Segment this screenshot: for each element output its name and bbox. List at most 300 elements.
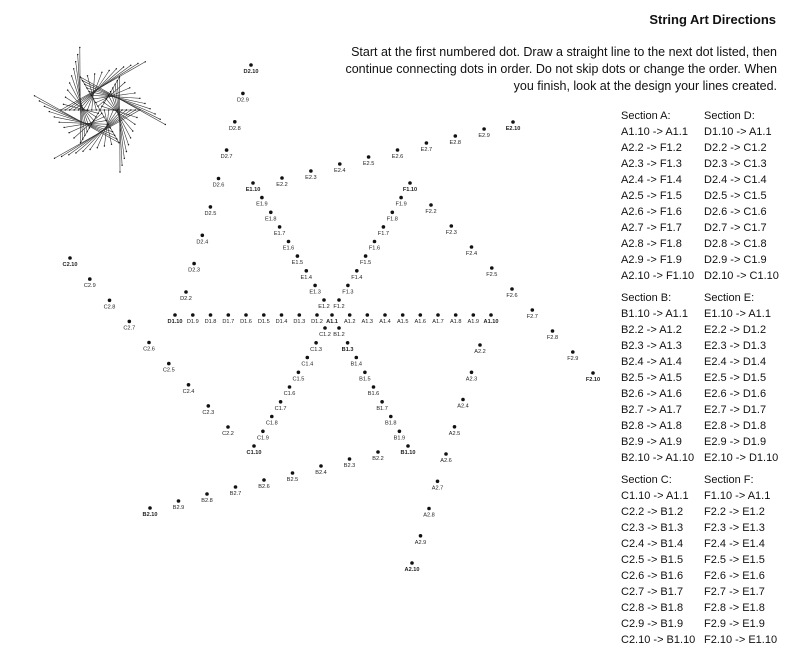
dot-label: E2.7 (420, 147, 433, 153)
preview-dot (71, 75, 72, 76)
dot-a1-6 (419, 313, 423, 317)
preview-dot (34, 95, 35, 96)
dot-label: B1.5 (359, 376, 371, 383)
dot-label: D1.10 (167, 319, 183, 325)
dot-f2-5 (490, 266, 494, 270)
dot-c1-3 (314, 341, 318, 345)
dot-label: D2.7 (220, 154, 233, 161)
preview-dot (89, 127, 90, 128)
dot-b2-5 (291, 471, 295, 475)
dot-a1-8 (454, 313, 458, 317)
preview-dot (97, 147, 98, 148)
dot-a2-6 (444, 452, 448, 456)
dot-label: A2.8 (423, 512, 435, 519)
preview-dot (82, 109, 83, 110)
dot-a1-3 (366, 313, 370, 317)
section-line: E2.5 -> D1.5 (704, 372, 767, 384)
preview-dot (139, 98, 140, 99)
dot-label: A1.6 (414, 319, 427, 325)
preview-dot (103, 116, 104, 117)
dot-label: E2.3 (305, 175, 317, 181)
preview-dot (93, 120, 94, 121)
section-line: B2.6 -> A1.6 (621, 388, 682, 400)
dot-label: F1.7 (377, 230, 390, 237)
section-title: Section C: (621, 474, 672, 486)
dot-label: A1.8 (449, 319, 462, 325)
section-line: B2.5 -> A1.5 (621, 372, 682, 384)
dot-label: C2.10 (62, 262, 78, 268)
dot-label: F1.4 (351, 274, 363, 281)
preview-dot (89, 149, 90, 150)
section-line: F2.9 -> E1.9 (704, 618, 765, 630)
dot-label: A2.6 (440, 458, 452, 464)
section-line: C2.3 -> B1.3 (621, 522, 684, 534)
preview-dot (129, 87, 130, 88)
dot-f2-10 (591, 371, 595, 375)
dot-label: B2.8 (201, 498, 213, 504)
dot-a1-5 (401, 313, 405, 317)
preview-dot (99, 109, 100, 110)
dot-b1-9 (398, 430, 402, 434)
dot-f2-9 (571, 350, 575, 354)
dot-b1-8 (389, 415, 393, 419)
dot-label: B2.10 (142, 512, 158, 518)
dot-c1-8 (270, 415, 274, 419)
preview-dot (97, 106, 98, 107)
dot-label: E1.10 (245, 187, 261, 193)
dot-a1-1 (330, 313, 334, 317)
preview-dot (80, 76, 81, 77)
dot-label: F2.7 (526, 314, 538, 320)
section-line: A2.6 -> F1.6 (621, 206, 682, 218)
preview-dot (134, 124, 135, 125)
dot-label: D1.5 (257, 319, 270, 325)
preview-dot (82, 138, 83, 139)
section-line: B2.8 -> A1.8 (621, 420, 682, 432)
dot-a1-10 (489, 313, 493, 317)
dot-d2-5 (209, 205, 213, 209)
dot-label: F2.10 (585, 377, 601, 383)
dot-c1-2 (323, 326, 327, 330)
dot-label: C1.9 (256, 435, 269, 442)
section-line: F2.2 -> E1.2 (704, 506, 765, 518)
section-line: E2.3 -> D1.3 (704, 340, 767, 352)
preview-dot (105, 120, 106, 121)
dot-c2-8 (108, 299, 112, 303)
dot-c2-6 (147, 341, 151, 345)
dot-label: A1.9 (467, 319, 480, 325)
section-line: D1.10 -> A1.1 (704, 126, 772, 138)
section-line: D2.6 -> C1.6 (704, 206, 767, 218)
section-line: A1.10 -> A1.1 (621, 126, 688, 138)
section-title: Section E: (704, 292, 755, 304)
preview-dot (137, 63, 138, 64)
dot-label: F1.5 (359, 260, 372, 267)
preview-dot (73, 137, 74, 138)
section-line: A2.8 -> F1.8 (621, 238, 682, 250)
preview-dot (103, 102, 104, 103)
preview-dot (130, 109, 131, 110)
preview-dot (101, 72, 102, 73)
preview-dot (121, 109, 122, 110)
sections-list (621, 108, 791, 648)
section-line: C2.10 -> B1.10 (621, 634, 696, 646)
section-line: E2.6 -> D1.6 (704, 388, 767, 400)
dot-a1-4 (383, 313, 387, 317)
preview-dot (118, 142, 119, 143)
dot-d1-8 (209, 313, 213, 317)
section-line: D2.4 -> C1.4 (704, 174, 767, 186)
section-line: E2.8 -> D1.8 (704, 420, 767, 432)
preview-dot (93, 98, 94, 99)
section-line: A2.3 -> F1.3 (621, 158, 682, 170)
dot-b1-5 (363, 371, 367, 375)
preview-dot (165, 124, 166, 125)
preview-dot (112, 131, 113, 132)
dot-b2-6 (262, 478, 266, 482)
dot-c2-2 (226, 425, 230, 429)
dot-d2-4 (201, 234, 205, 238)
dot-label: B1.7 (376, 405, 388, 412)
dot-a2-7 (436, 480, 440, 484)
preview-dot (44, 106, 45, 107)
preview-dot (86, 87, 87, 88)
preview-dot (124, 82, 125, 83)
dot-e1-8 (269, 211, 273, 215)
dot-label: D1.2 (311, 319, 323, 325)
dot-label: C2.6 (143, 346, 155, 353)
dot-label: B1.6 (367, 391, 380, 397)
dot-label: D2.5 (204, 210, 217, 217)
section-line: F2.5 -> E1.5 (704, 554, 765, 566)
dot-e1-10 (251, 181, 255, 185)
dot-b2-3 (348, 457, 352, 461)
dot-a2-4 (461, 398, 465, 402)
section-line: C2.7 -> B1.7 (621, 586, 684, 598)
section-d (704, 108, 787, 284)
preview-dot (145, 61, 146, 62)
section-line: C2.6 -> B1.6 (621, 570, 684, 582)
preview-dot (123, 66, 124, 67)
dot-label: B1.9 (393, 435, 406, 442)
dot-label: A2.5 (448, 430, 461, 437)
dot-label: F2.4 (465, 251, 478, 257)
preview-dot (91, 109, 92, 110)
preview-dot (73, 68, 74, 69)
preview-dot (117, 80, 118, 81)
dot-b1-4 (355, 356, 359, 360)
dot-b2-4 (319, 464, 323, 468)
section-e (704, 290, 787, 466)
section-line: C2.9 -> B1.9 (621, 618, 684, 630)
dot-d1-9 (191, 313, 195, 317)
dot-label: F2.8 (546, 335, 559, 341)
dot-label: B1.10 (400, 450, 416, 456)
dot-label: B2.6 (258, 484, 270, 490)
section-line: B2.4 -> A1.4 (621, 356, 682, 368)
section-line: A2.10 -> F1.10 (621, 270, 695, 282)
dot-label: F1.3 (342, 289, 354, 296)
preview-dot (73, 109, 74, 110)
section-line: D2.7 -> C1.7 (704, 222, 767, 234)
dot-f1-5 (364, 254, 368, 258)
preview-dot (94, 73, 95, 74)
section-line: F2.6 -> E1.6 (704, 570, 765, 582)
dot-label: B2.7 (229, 491, 242, 497)
section-line: D2.5 -> C1.5 (704, 190, 767, 202)
dot-a2-10 (410, 561, 414, 565)
dot-d2-8 (233, 120, 237, 124)
dot-label: A1.1 (326, 319, 338, 325)
dot-label: D1.4 (275, 319, 288, 325)
preview-dot (114, 135, 115, 136)
dot-label: F2.9 (567, 356, 579, 362)
dot-label: A2.10 (404, 567, 420, 573)
string-art-preview (34, 47, 166, 173)
section-title: Section D: (704, 110, 755, 122)
dot-b2-7 (234, 485, 238, 489)
preview-dot (65, 97, 66, 98)
dot-label: C2.7 (123, 325, 136, 332)
preview-dot (160, 119, 161, 120)
dot-f1-9 (399, 196, 403, 200)
section-line: C2.5 -> B1.5 (621, 554, 684, 566)
dot-c2-7 (128, 320, 132, 324)
dot-c2-3 (207, 404, 211, 408)
section-line: C2.2 -> B1.2 (621, 506, 684, 518)
dot-label: A2.7 (431, 485, 444, 492)
preview-dot (87, 109, 88, 110)
dot-label: C1.7 (274, 405, 287, 412)
dot-e2-2 (280, 176, 284, 180)
dot-grid (63, 63, 601, 573)
dot-c1-10 (252, 444, 256, 448)
dot-c1-6 (288, 385, 292, 389)
dot-f2-8 (551, 329, 555, 333)
dot-label: D1.9 (186, 319, 199, 325)
section-line: C2.4 -> B1.4 (621, 538, 684, 550)
dot-a2-9 (419, 534, 423, 538)
preview-dot (101, 106, 102, 107)
preview-dot (113, 109, 114, 110)
dot-label: D2.4 (196, 239, 209, 246)
dot-f2-2 (429, 203, 433, 207)
dot-f2-3 (450, 224, 454, 228)
section-line: E2.9 -> D1.9 (704, 436, 767, 448)
dot-c1-9 (261, 430, 265, 434)
preview-dot (75, 61, 76, 62)
preview-dot (109, 70, 110, 71)
preview-dot (110, 127, 111, 128)
preview-dot (108, 109, 109, 110)
preview-dot (132, 130, 133, 131)
preview-dot (69, 82, 70, 83)
preview-dot (82, 80, 83, 81)
preview-dot (111, 144, 112, 145)
dot-a2-5 (453, 425, 457, 429)
section-line: F2.8 -> E1.8 (704, 602, 765, 614)
preview-dot (63, 127, 64, 128)
preview-dot (135, 109, 136, 110)
section-line: B2.3 -> A1.3 (621, 340, 682, 352)
dot-e1-6 (287, 240, 291, 244)
preview-dot (95, 116, 96, 117)
dot-e2-6 (396, 148, 400, 152)
section-line: E2.10 -> D1.10 (704, 452, 779, 464)
dot-label: A1.2 (343, 319, 356, 325)
preview-dot (110, 91, 111, 92)
preview-string (120, 77, 121, 172)
preview-dot (79, 47, 80, 48)
section-line: B1.10 -> A1.1 (621, 308, 688, 320)
preview-dot (134, 92, 135, 93)
dot-d1-2 (315, 313, 319, 317)
section-title: Section A: (621, 110, 671, 122)
dot-label: F2.2 (425, 209, 437, 215)
dot-label: E1.7 (273, 230, 286, 237)
preview-dot (124, 158, 125, 159)
preview-dot (104, 145, 105, 146)
dot-d1-3 (298, 313, 302, 317)
preview-dot (116, 138, 117, 139)
dot-d2-9 (241, 92, 245, 96)
dot-label: C2.8 (103, 304, 116, 311)
section-line: E1.10 -> A1.1 (704, 308, 771, 320)
dot-c2-9 (88, 277, 92, 281)
preview-dot (114, 84, 115, 85)
preview-dot (136, 117, 137, 118)
dot-e2-5 (367, 155, 371, 159)
section-line: F2.10 -> E1.10 (704, 634, 778, 646)
dot-d1-5 (262, 313, 266, 317)
dot-label: C2.9 (83, 283, 96, 290)
dot-c1-4 (306, 356, 310, 360)
dot-f2-7 (531, 308, 535, 312)
section-line: D2.2 -> C1.2 (704, 142, 767, 154)
dot-label: F1.10 (402, 187, 418, 193)
dot-label: C1.6 (283, 391, 296, 397)
dot-label: B2.5 (286, 477, 299, 483)
dot-d1-7 (227, 313, 231, 317)
dot-d2-10 (249, 63, 253, 67)
dot-label: C1.10 (246, 450, 262, 456)
dot-label: D2.9 (236, 97, 249, 104)
dot-e1-3 (313, 284, 317, 288)
dot-label: B1.4 (350, 361, 363, 368)
section-line: A2.7 -> F1.7 (621, 222, 682, 234)
dot-f2-4 (470, 245, 474, 249)
dot-f1-10 (408, 181, 412, 185)
preview-dot (108, 124, 109, 125)
preview-dot (108, 95, 109, 96)
dot-label: E1.6 (282, 245, 295, 252)
section-line: D2.9 -> C1.9 (704, 254, 767, 266)
section-line: B2.2 -> A1.2 (621, 324, 682, 336)
dot-label: D1.7 (222, 319, 235, 325)
dot-label: C2.4 (182, 388, 195, 395)
preview-dot (54, 116, 55, 117)
preview-dot (149, 108, 150, 109)
section-title: Section B: (621, 292, 672, 304)
dot-label: C2.3 (202, 409, 215, 416)
preview-dot (121, 165, 122, 166)
dot-f2-6 (510, 287, 514, 291)
dot-e2-9 (482, 127, 486, 131)
dot-label: F1.2 (333, 304, 345, 310)
dot-a2-8 (427, 507, 431, 511)
preview-dot (54, 158, 55, 159)
dot-label: E1.4 (300, 274, 313, 281)
section-line: A2.5 -> F1.5 (621, 190, 682, 202)
dot-f1-2 (337, 298, 341, 302)
section-line: B2.9 -> A1.9 (621, 436, 682, 448)
dot-b2-9 (177, 499, 181, 503)
preview-dot (91, 124, 92, 125)
dot-label: D1.6 (240, 319, 252, 325)
dot-b2-8 (205, 492, 209, 496)
section-line: F2.3 -> E1.3 (704, 522, 765, 534)
preview-dot (154, 113, 155, 114)
dot-label: F1.8 (386, 216, 398, 223)
dot-b1-2 (337, 326, 341, 330)
dot-label: D2.3 (188, 267, 201, 274)
preview-dot (60, 109, 61, 110)
preview-dot (49, 111, 50, 112)
dot-label: C2.5 (162, 367, 175, 374)
dot-label: E1.3 (309, 289, 321, 296)
dot-label: B2.9 (172, 505, 185, 511)
dot-label: A1.4 (379, 319, 391, 325)
preview-dot (119, 76, 120, 77)
dot-label: D2.2 (180, 296, 192, 302)
dot-label: F2.3 (445, 230, 457, 236)
dot-e2-4 (338, 162, 342, 166)
dot-a1-7 (436, 313, 440, 317)
preview-dot (65, 109, 66, 110)
preview-string (80, 48, 81, 143)
dot-label: B1.2 (333, 332, 345, 338)
dot-label: F2.5 (486, 272, 498, 278)
dot-f1-3 (346, 284, 350, 288)
preview-dot (87, 75, 88, 76)
dot-label: E1.9 (256, 201, 268, 208)
preview-dot (112, 87, 113, 88)
dot-label: D2.6 (212, 182, 225, 189)
preview-dot (69, 109, 70, 110)
section-title: Section F: (704, 474, 754, 486)
section-line: E2.7 -> D1.7 (704, 404, 767, 416)
dot-c1-5 (297, 371, 301, 375)
dot-label: A1.3 (361, 319, 374, 325)
dot-label: E2.5 (362, 161, 375, 167)
dot-b1-7 (380, 400, 384, 404)
dot-d1-6 (244, 313, 248, 317)
section-line: A2.4 -> F1.4 (621, 174, 682, 186)
dot-label: D1.8 (204, 319, 217, 325)
dot-label: A1.10 (483, 319, 499, 325)
section-line: D2.10 -> C1.10 (704, 270, 779, 282)
instructions-text: Start at the first numbered dot. Draw a straight line to the next dot listed, then continue connecting dots in order. Do not skip dots or change the order. When you finish, look at the design your lines created. (345, 45, 777, 93)
dot-b1-6 (372, 385, 376, 389)
preview-dot (75, 152, 76, 153)
preview-dot (80, 142, 81, 143)
dot-b1-3 (346, 341, 350, 345)
section-line: F1.10 -> A1.1 (704, 490, 771, 502)
preview-dot (84, 135, 85, 136)
dot-label: E1.2 (318, 304, 330, 310)
dot-label: A1.7 (432, 319, 444, 325)
dot-c2-10 (68, 256, 72, 260)
